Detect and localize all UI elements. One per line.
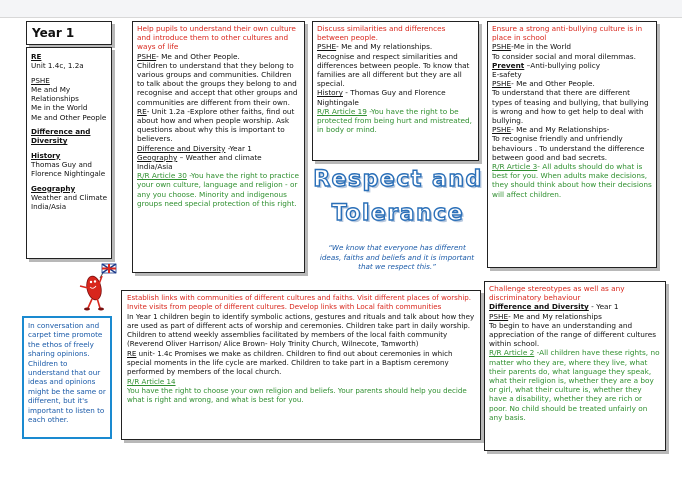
anti-bullying-pshe-3-body: To recognise friendly and unfriendly behaviours . To understand the difference between good and bad secrets.: [492, 134, 645, 162]
culture-pshe: PSHE- Me and Other People.: [137, 51, 240, 61]
stereotypes-aim: Challenge stereotypes as well as any discriminatory behaviour: [489, 284, 625, 303]
stereotypes-pshe: PSHE- Me and My relationships: [489, 311, 602, 321]
anti-bullying-pshe-3: PSHE- Me and My Relationships-: [492, 125, 610, 135]
anti-bullying-box: [487, 21, 657, 268]
poster-title: [312, 163, 484, 243]
geography-heading: Geography: [31, 183, 76, 193]
curriculum-column: [26, 47, 112, 259]
similarities-aim: Discuss similarities and differences between people.: [317, 24, 446, 43]
culture-geography-2: India/Asia: [137, 162, 173, 172]
culture-aim: Help pupils to understand their own culture and introduce them to other cultures and ways of life: [137, 24, 296, 52]
diversity-heading: Difference and Diversity: [31, 127, 91, 146]
culture-box: [132, 21, 305, 273]
culture-pshe-body: Children to understand that they belong to various groups and communities. Children to talk about the groups they belong to and recognise and accept that other groups and communities are different from their own.: [137, 60, 298, 107]
carpet-time-box: [22, 316, 112, 439]
pshe-item: Me and Other People: [31, 112, 107, 122]
faith-links-box: [121, 290, 481, 440]
pshe-item: Me and My: [31, 84, 71, 94]
similarities-history: History - Thomas Guy and Florence Nightingale: [317, 88, 446, 107]
similarities-pshe: PSHE- Me and My relationships.: [317, 42, 433, 52]
re-heading: RE: [31, 52, 42, 61]
similarities-body: Recognise and respect similarities and differences between people. To know that families are all different but they are all special.: [317, 51, 470, 89]
anti-bullying-pshe-2-body: To understand that there are different types of teasing and bullying, that bullying is wrong and how to get help to deal with bullying.: [492, 88, 649, 126]
stereotypes-body: To begin to have an understanding and appreciation of the range of different cultures within school.: [489, 320, 656, 349]
respect-quote: “We know that everyone has different ideas, faiths and beliefs and it is important that we respect this.”: [319, 243, 475, 272]
similarities-box: [312, 21, 479, 161]
faith-links-rights-label: R/R Article 14: [127, 376, 176, 386]
culture-diversity: Difference and Diversity -Year 1: [137, 143, 252, 153]
anti-bullying-esafety: E-safety: [492, 70, 522, 80]
anti-bullying-pshe-2: PSHE- Me and Other People.: [492, 79, 595, 89]
pshe-item: Relationships: [31, 94, 79, 104]
history-item: Thomas Guy and: [31, 159, 92, 169]
anti-bullying-rights: R/R Article 3- All adults should do what is best for you. When adults make decisions, they should think about how their decisions will affect children.: [492, 162, 652, 199]
stereotypes-diversity: Difference and Diversity - Year 1: [489, 302, 619, 312]
culture-rights: R/R Article 30 -You have the right to practice your own culture, language and religion - or any you choose. Minority and indigenous groups need special protection of this right.: [137, 171, 300, 208]
anti-bullying-prevent: Prevent –Anti-bullying policy: [492, 60, 601, 70]
culture-re: RE- Unit 1.2a -Explore other faiths, find out about how and when people worship. Ask questions about why this is important to believers.: [137, 106, 295, 144]
anti-bullying-aim: Ensure a strong anti-bullying culture is in place in school: [492, 24, 643, 43]
faith-links-aim: Establish links with communities of different cultures and faiths. Visit different places of worship. Invite visits from people of different cultures. Develop links with Local faith communities: [127, 293, 472, 312]
history-heading: History: [31, 150, 61, 160]
stereotypes-box: [484, 281, 666, 451]
culture-geography: Geography – Weather and climate: [137, 152, 262, 162]
top-band: [0, 0, 682, 18]
faith-links-re: RE unit- 1.4c Promises we make as children. Children to find out about ceremonies in which special moments in the life cycle are marked. Children to take part in a Baptism ceremony performed by members of the local church.: [127, 348, 453, 377]
re-unit: Unit 1.4c, 1.2a: [31, 61, 84, 71]
geography-item: India/Asia: [31, 202, 67, 212]
year-heading-box: [26, 21, 112, 45]
similarities-rights: R/R Article 19 -You have the right to be protected from being hurt and mistreated, in body or mind.: [317, 106, 473, 135]
anti-bullying-pshe-1: PSHE-Me in the World: [492, 42, 572, 52]
year-heading: Year 1: [32, 26, 75, 40]
pshe-heading: PSHE: [31, 75, 50, 85]
mascot-with-flag-icon: [64, 262, 124, 314]
history-item: Florence Nightingale: [31, 169, 106, 179]
anti-bullying-pshe-1-body: To consider social and moral dilemmas.: [492, 51, 636, 61]
stereotypes-rights: R/R Article 2 -All children have these rights, no matter who they are, where they live, what their parents do, what language they speak, what their religion is, whether they are a boy or girl, what their culture is, whether they have a disability, whether they are rich or poor. No child should be treated unfairly on any basis.: [489, 348, 660, 422]
pshe-item: Me in the World: [31, 103, 88, 113]
carpet-time-text: In conversation and carpet time promote the ethos of freely sharing opinions. Children to understand that our ideas and opinions might be the same or different, but it's important to listen to each other.: [28, 321, 106, 425]
title-line-1: Respect and: [313, 167, 483, 192]
title-line-2: Tolerance: [331, 201, 465, 226]
geography-item: Weather and Climate: [31, 192, 108, 202]
faith-links-body: In Year 1 children begin to identify symbolic actions, gestures and rituals and talk about how they are used as part of different acts of worship and ceremonies. Children take part in daily worship. Children to attend weekly assemblies facilitated by members of the local faith community (Reverend Oliver Harrison/ Alice Brown- Holy Trinity Church, Wilnecote, Tamworth): [127, 311, 475, 349]
faith-links-rights-text: You have the right to choose your own religion and beliefs. Your parents should help you decide what is right and wrong, and what is best for you.: [127, 385, 467, 405]
